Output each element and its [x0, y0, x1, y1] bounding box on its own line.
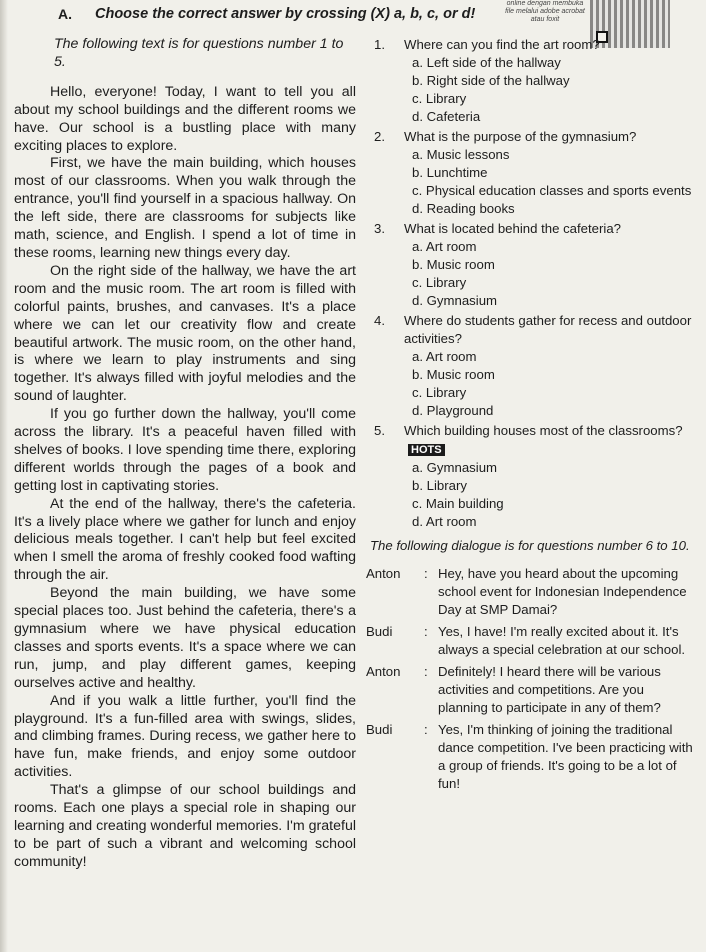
- answer-option[interactable]: d. Art room: [412, 514, 477, 529]
- section-letter: A.: [58, 6, 72, 22]
- passage-paragraph: And if you walk a little further, you'll find the playground. It's a fun-filled area with swings, slides, and climbing frames. During recess, we gather here to have fun, make friends, and enjoy some outdoor activities.: [14, 692, 356, 781]
- question-text-body: Which building houses most of the classrooms?: [404, 423, 683, 438]
- speaker-separator: :: [424, 722, 428, 737]
- passage-paragraph: First, we have the main building, which houses most of our classrooms. When you walk through the entrance, you'll find yourself in a spacious hallway. On the left side, there are classrooms for subjects like math, science, and English. I spend a lot of time in these rooms, learning new things every day.: [14, 155, 356, 261]
- answer-option[interactable]: c. Library: [412, 275, 467, 290]
- speaker-name: Anton: [366, 566, 401, 581]
- answer-option[interactable]: b. Music room: [412, 367, 495, 382]
- dialogue-line: [366, 623, 696, 659]
- answer-option[interactable]: a. Art room: [412, 349, 477, 364]
- dialogue-line: [366, 721, 696, 793]
- passage-paragraph: That's a glimpse of our school buildings and rooms. Each one plays a special role in shaping our learning and creating wonderful memories. I'm grateful to be part of such a vibrant and welcoming school community!: [14, 782, 356, 870]
- question-text: What is located behind the cafeteria?: [404, 221, 621, 236]
- hots-badge: HOTS: [408, 444, 445, 456]
- passage-paragraph: At the end of the hallway, there's the cafeteria. It's a lively place where we gather for lunch and enjoy delicious meals together. I can't help but feel excited when I smell the aroma of freshly cooked food wafting through the air.: [14, 495, 356, 584]
- speaker-name: Budi: [366, 722, 393, 737]
- qr-note: online dengan membuka file melalui adobe acrobat atau foxit: [505, 0, 585, 23]
- speaker-name: Budi: [366, 624, 393, 639]
- answer-option[interactable]: c. Library: [412, 91, 467, 106]
- question-5: [366, 422, 696, 459]
- reading-passage: [14, 36, 356, 872]
- passage-intro: The following text is for questions number 1 to 5.: [54, 36, 344, 70]
- question-1: [366, 36, 696, 54]
- answer-option[interactable]: c. Physical education classes and sports events: [412, 183, 692, 198]
- passage-paragraph: On the right side of the hallway, we have the art room and the music room. The art room is filled with colorful paints, brushes, and canvases. It's a place where we can let our creativity flow and create beautiful artwork. The music room, on the other hand, is where we learn to play instruments and sing together. It's always filled with joyful melodies and the sound of laughter.: [14, 262, 356, 405]
- passage-paragraph: Beyond the main building, we have some special places too. Just behind the cafeteria, there's a gymnasium where we have physical education classes and sports events. It's a space where we can run, jump, and play different games, keeping ourselves active and healthy.: [14, 585, 356, 691]
- passage-paragraph: If you go further down the hallway, you'll come across the library. It's a peaceful haven filled with shelves of books. I love spending time there, exploring different worlds through the pages of a book and getting lost in captivating stories.: [14, 406, 356, 494]
- instruction-text: Choose the correct answer by crossing (X) a, b, c, or d!: [95, 6, 476, 22]
- answer-option[interactable]: b. Music room: [412, 257, 495, 272]
- answer-option[interactable]: d. Cafeteria: [412, 109, 481, 124]
- question-2: [366, 128, 696, 146]
- answer-option[interactable]: a. Art room: [412, 239, 477, 254]
- answer-option[interactable]: b. Library: [412, 478, 467, 493]
- question-number: 2.: [374, 129, 385, 144]
- answer-option[interactable]: b. Lunchtime: [412, 165, 488, 180]
- answer-option[interactable]: a. Left side of the hallway: [412, 55, 561, 70]
- dialogue-text: Yes, I have! I'm really excited about it. It's always a special celebration at our school.: [438, 624, 686, 657]
- question-3: [366, 220, 696, 238]
- question-text: What is the purpose of the gymnasium?: [404, 129, 637, 144]
- question-number: 4.: [374, 313, 385, 328]
- answer-option[interactable]: a. Gymnasium: [412, 460, 498, 475]
- answer-option[interactable]: b. Right side of the hallway: [412, 73, 570, 88]
- questions-column: [366, 36, 696, 797]
- answer-option[interactable]: c. Library: [412, 385, 467, 400]
- speaker-separator: :: [424, 566, 428, 581]
- answer-option[interactable]: d. Playground: [412, 403, 494, 418]
- passage-paragraph: Hello, everyone! Today, I want to tell you all about my school buildings and the different rooms we have. Our school is a bustling place with many exciting places to explore.: [14, 83, 356, 154]
- speaker-separator: :: [424, 624, 428, 639]
- question-number: 1.: [374, 37, 385, 52]
- dialogue-line: [366, 663, 696, 717]
- question-number: 3.: [374, 221, 385, 236]
- dialogue-line: [366, 565, 696, 619]
- page-fold-shadow: [0, 0, 8, 952]
- answer-option[interactable]: d. Gymnasium: [412, 293, 498, 308]
- question-text: Where can you find the art room?: [404, 37, 600, 52]
- dialogue-text: Yes, I'm thinking of joining the traditional dance competition. I've been practicing with a group of friends. It's going to be a lot of fun!: [438, 722, 693, 791]
- question-number: 5.: [374, 423, 385, 438]
- question-4: [366, 312, 696, 348]
- speaker-name: Anton: [366, 664, 401, 679]
- dialogue-text: Definitely! I heard there will be various activities and competitions. Are you planning to participate in any of them?: [438, 664, 661, 715]
- question-text: Where do students gather for recess and outdoor activities?: [404, 313, 692, 346]
- answer-option[interactable]: c. Main building: [412, 496, 504, 511]
- dialogue-text: Hey, have you heard about the upcoming school event for Indonesian Independence Day at SMP Damai?: [438, 566, 687, 617]
- answer-option[interactable]: a. Music lessons: [412, 147, 510, 162]
- question-text: [404, 422, 696, 459]
- speaker-separator: :: [424, 664, 428, 679]
- dialogue-intro: The following dialogue is for questions number 6 to 10.: [370, 538, 690, 553]
- answer-option[interactable]: d. Reading books: [412, 201, 515, 216]
